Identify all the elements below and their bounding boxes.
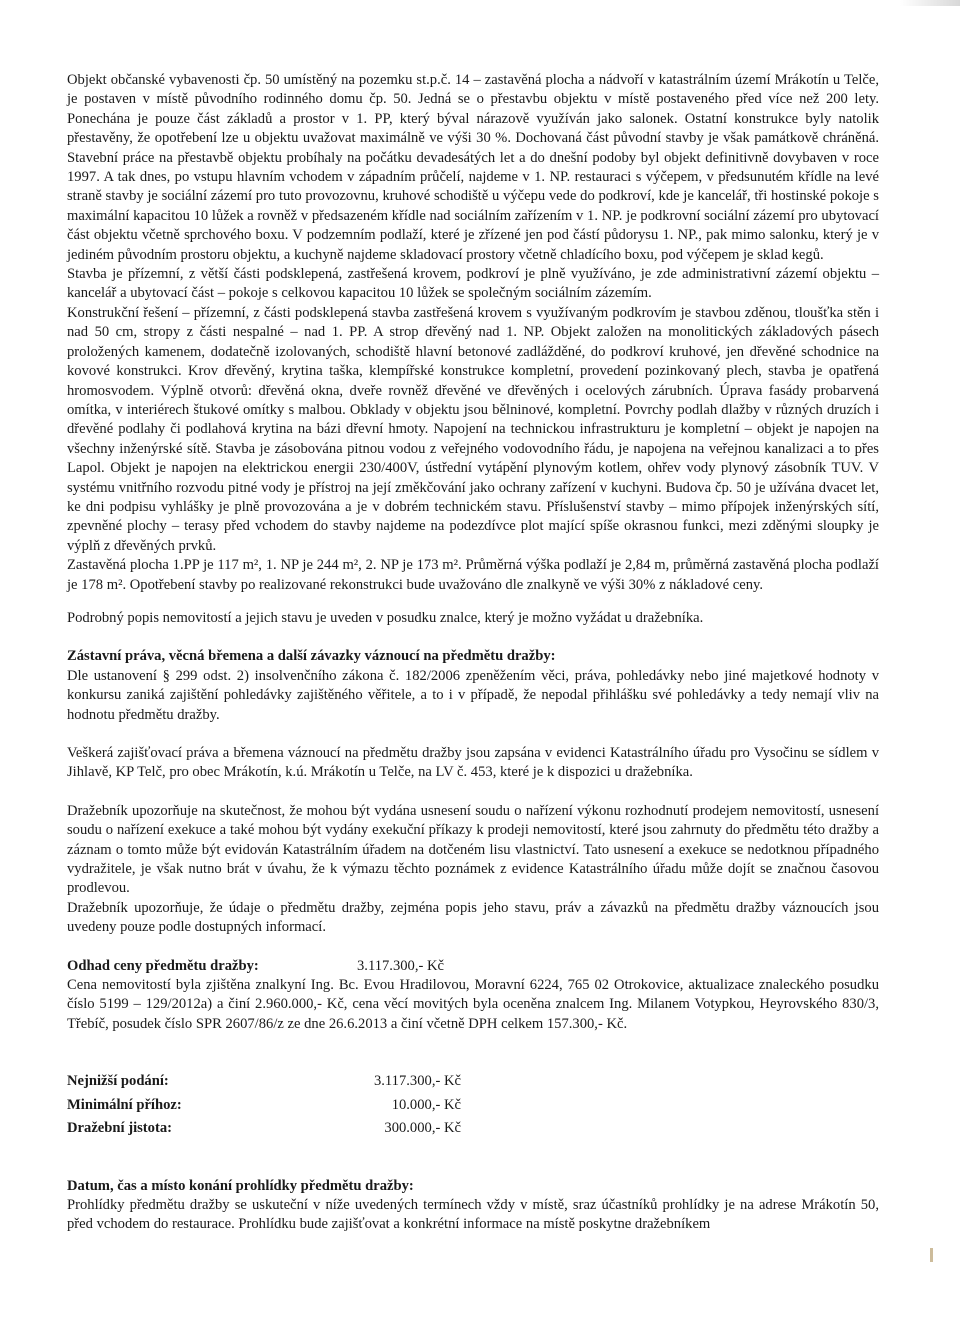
document-page <box>67 71 879 1235</box>
nejnizsi-podani-value: 3.117.300,- Kč <box>373 1073 461 1090</box>
heading-zastavni-prava: Zástavní práva, věcná břemena a další závazky váznoucí na předmětu dražby: <box>67 648 556 665</box>
drazebni-jistota-value: 300.000,- Kč <box>384 1120 461 1137</box>
nejnizsi-podani-label: Nejnižší podání: <box>67 1073 169 1090</box>
paragraph-objekt: Objekt občanské vybavenosti čp. 50 umístěný na pozemku st.p.č. 14 – zastavěná plocha a nádvoří v katastrálním území Mrákotín u Telče, je postaven v místě původního rodinného domu čp. 50. Jedná se o přestavbu objektu v místě postaveného před více než 200 lety. Ponechána je pouze část základů a prostor v 1. PP, který býval nárazově využíván jako salonek. Ostatní konstrukce byly natolik přestavěny, že opotřebení lze u objektu uvažovat maximálně ve výši 30 %. Dochovaná část původní stavby je však památkově chráněná. Stavební práce na přestavbě objektu probíhaly na počátku devadesátých let a do dnešní podoby byl objekt definitivně dovybaven v roce 1997. A tak dnes, po vstupu hlavním vchodem v západním průčelí, najdeme v 1. NP. restauraci s výčepem, v předsunutém křídle na levé straně stavby je sociální zázemí pro tuto provozovnu, kruhové schodiště u výčepu vede do podkroví, kde je kancelář, tři hostinské pokoje s maximální kapacitou 10 lůžek a rovněž v předsazeném křídle nad sociálním zařízením v 1. NP. je podkrovní sociální zázemí pro ubytovací část objektu včetně sprchového boxu. V podzemním podlaží, které je zřízené jen pod částí půdorysu 1. NP., pak mimo salonku, který je v jediném původním prostoru objektu, a kuchyně najdeme skladovací prostory včetně chladícího boxu, pod výčepem je sklad kegů. <box>67 72 879 263</box>
heading-prohlidka: Datum, čas a místo konání prohlídky předmětu dražby: <box>67 1177 414 1194</box>
drazebni-jistota-row <box>67 1119 879 1138</box>
paragraph-udaje: Dražebník upozorňuje, že údaje o předmětu dražby, zejména popis jeho stavu, práv a závazků na předmětu dražby váznoucích jsou uvedeny pouze podle dostupných informací. <box>67 899 879 936</box>
scan-speck <box>930 1248 933 1262</box>
minimalni-prihoz-value: 10.000,- Kč <box>391 1096 461 1113</box>
nejnizsi-podani-row <box>67 1072 879 1091</box>
paragraph-stavba: Stavba je přízemní, z větší části podsklepená, zastřešená krovem, podkroví je plně využíváno, je zde administrativní zázemí objektu – kancelář a ubytovací část – pokoje s celkovou kapacitou 10 lůžek se společným sociálním zázemím. <box>67 266 879 302</box>
minimalni-prihoz-row <box>67 1096 879 1115</box>
paragraph-odhad-popis: Cena nemovitostí byla zjištěna znalkyní Ing. Bc. Evou Hradilovou, Moravní 6224, 765 02 Otrokovice, aktualizace znaleckého posudku číslo 5199 – 129/2012a) a činí 2.960.000,- Kč, cena věcí movitých byla oceněna znalcem Ing. Milanem Votypkou, Heyrovského 830/3, Třebíč, posudek číslo SPR 2607/86/z ze dne 26.6.2013 a činí včetně DPH celkem 157.300,- Kč. <box>67 977 879 1032</box>
odhad-ceny-row <box>67 957 879 976</box>
minimalni-prihoz-label: Minimální příhoz: <box>67 1096 182 1113</box>
drazebni-jistota-label: Dražební jistota: <box>67 1120 172 1137</box>
paragraph-insolvence: Dle ustanovení § 299 odst. 2) insolvenčního zákona č. 182/2006 zpeněžením věci, práva, pohledávky nebo jiné majetkové hodnoty v konkursu zaniká zajištění pohledávky zajištěného věřitele, a to i v případě, že nepodal přihlášku své pohledávky a tedy nemají vliv na hodnotu předmětu dražby. <box>67 667 879 723</box>
paragraph-prohlidka: Prohlídky předmětu dražby se uskuteční v níže uvedených termínech vždy v místě, sraz účastníků prohlídky je na adrese Mrákotín 50, před vchodem do restaurace. Prohlídku bude zajišťovat a konkrétní informace na místě poskytne dražebníkem <box>67 1196 879 1233</box>
odhad-ceny-value: 3.117.300,- Kč <box>357 957 445 974</box>
paragraph-plochy: Zastavěná plocha 1.PP je 117 m², 1. NP je 244 m², 2. NP je 173 m². Průměrná výška podlaží je 2,84 m, průměrná zastavěná plocha podlaží je 178 m². Opotřebení stavby po realizované rekonstrukci bude uvažováno dle znalkyně ve výši 30% z nákladové ceny. <box>67 557 879 593</box>
paragraph-podrobny-popis: Podrobný popis nemovitostí a jejich stavu je uveden v posudku znalce, který je možno vyžádat u dražebníka. <box>67 609 704 626</box>
odhad-ceny-label: Odhad ceny předmětu dražby: <box>67 957 259 974</box>
paragraph-katastr: Veškerá zajišťovací práva a břemena váznoucí na předmětu dražby jsou zapsána v evidenci Katastrálního úřadu pro Vysočinu se sídlem v Jihlavě, KP Telč, pro obec Mrákotín, k.ú. Mrákotín u Telče, na LV č. 453, které je k dispozici u dražebníka. <box>67 745 879 781</box>
paragraph-exekuce: Dražebník upozorňuje na skutečnost, že mohou být vydána usnesení soudu o nařízení výkonu rozhodnutí prodejem nemovitostí, usnesení soudu o nařízení exekuce a také mohou být vydány exekuční příkazy k prodeji nemovitostí, které jsou zahrnuty do předmětu této dražby a záznam o tomto může být evidován Katastrálním úřadem na dotčeném lisu vlastnictví. Tato usnesení a exekuce se nedotknou případného vydražitele, je však nutno brát v úvahu, že k výmazu těchto poznámek z evidence Katastrálního úřadu může dojít se značnou časovou prodlevou. <box>67 802 879 897</box>
paragraph-konstrukce: Konstrukční řešení – přízemní, z části podsklepená stavba zastřešená krovem s využívaným podkrovím je stavbou zděnou, tloušťka stěn i nad 50 cm, stropy z části nespalné – nad 1. PP. A strop dřevěný nad 1. NP. Objekt založen na monolitických základových pásech proložených kamenem, dodatečně izolovaných, schodiště hlavní betonové zadlážděné, do podkroví kruhové, jen dřevěné schodnice na kovové konstrukci. Krov dřevěný, krytina taška, klempířské konstrukce kompletní, provedení pozinkovaný plech, stavba je opatřená hromosvodem. Výplně otvorů: dřevěná okna, dveře rovněž dřevěné ve dřevěných i ocelových zárubních. Úprava fasády probarvená omítka, v interiérech štukové omítky s malbou. Obklady v objektu jsou bělninové, kompletní. Povrchy podlah dlažby v různých druzích i dřevěné podlahy či podlahová krytina na bázi dřevní hmoty. Napojení na technickou infrastrukturu je kompletní – objekt je napojen na všechny inženýrské sítě. Stavba je zásobována pitnou vodou z veřejného vodovodního řádu, je napojena na veřejnou kanalizaci a to přes Lapol. Objekt je napojen na elektrickou energii 230/400V, ústřední vytápění plynovým kotlem, ohřev vody plynový zásobník TUV. V systému vnitřního rozvodu pitné vody je přístroj na její změkčování jako ochrany zařízení v kuchyni. Budova čp. 50 je užívána dvacet let, ke dni podpisu vyhlášky je plně provozována a je v dobrém technickém stavu. Příslušenství stavby – mimo přípojek inženýrských sítí, zpevněné plochy – terasy před vchodem do stavby najdeme na podezdívce plot mající spíše okrasnou funkci, mezi zděnými sloupky je výplň z dřevěných prvků. <box>67 304 879 554</box>
scan-edge-mark <box>900 0 960 6</box>
